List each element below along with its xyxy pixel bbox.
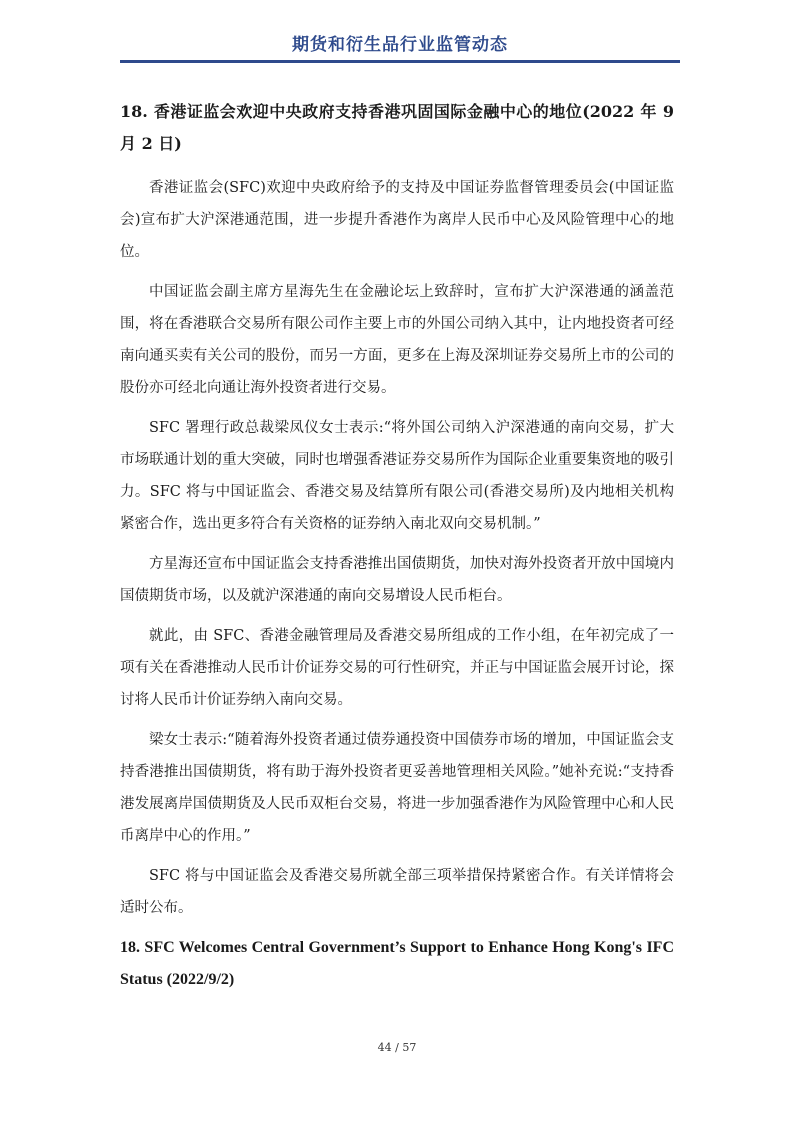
english-article-title: 18. SFC Welcomes Central Government’s Support to Enhance Hong Kong's IFC Status (2022/9/2): [120, 939, 674, 988]
running-header: [120, 34, 680, 56]
article-paragraph: 梁女士表示:“随着海外投资者通过债券通投资中国债券市场的增加，中国证监会支持香港推出国债期货，将有助于海外投资者更妥善地管理相关风险。”她补充说:“支持香港发展离岸国债期货及人民币双柜台交易，将进一步加强香港作为风险管理中心和人民币离岸中心的作用。”: [120, 732, 674, 844]
article-paragraph: 中国证监会副主席方星海先生在金融论坛上致辞时，宣布扩大沪深港通的涵盖范围，将在香港联合交易所有限公司作主要上市的外国公司纳入其中，让内地投资者可经南向通买卖有关公司的股份，而另一方面，更多在上海及深圳证券交易所上市的公司的股份亦可经北向通让海外投资者进行交易。: [120, 284, 674, 396]
article-title: 18. 香港证监会欢迎中央政府支持香港巩固国际金融中心的地位(2022 年 9 月 2 日): [120, 102, 674, 153]
article-paragraph: 方星海还宣布中国证监会支持香港推出国债期货，加快对海外投资者开放中国境内国债期货市场，以及就沪深港通的南向交易增设人民币柜台。: [120, 556, 674, 604]
header-title: 期货和衍生品行业监管动态: [292, 35, 508, 55]
page-number: 44 / 57: [377, 1041, 417, 1054]
article-paragraph: SFC 署理行政总裁梁凤仪女士表示:“将外国公司纳入沪深港通的南向交易，扩大市场联通计划的重大突破，同时也增强香港证券交易所作为国际企业重要集资地的吸引力。SFC 将与中国证监会、香港交易及结算所有限公司(香港交易所)及内地相关机构紧密合作，选出更多符合有关资格的证券纳入南北双向交易机制。”: [120, 420, 674, 532]
header-divider: [120, 60, 680, 63]
article-paragraph: SFC 将与中国证监会及香港交易所就全部三项举措保持紧密合作。有关详情将会适时公布。: [120, 868, 674, 916]
article-body: [120, 96, 674, 996]
article-paragraph: 就此，由 SFC、香港金融管理局及香港交易所组成的工作小组，在年初完成了一项有关在香港推动人民币计价证券交易的可行性研究，并正与中国证监会展开讨论，探讨将人民币计价证券纳入南向交易。: [120, 628, 674, 708]
article-paragraph: 香港证监会(SFC)欢迎中央政府给予的支持及中国证券监督管理委员会(中国证监会)宣布扩大沪深港通范围，进一步提升香港作为离岸人民币中心及风险管理中心的地位。: [120, 180, 674, 260]
